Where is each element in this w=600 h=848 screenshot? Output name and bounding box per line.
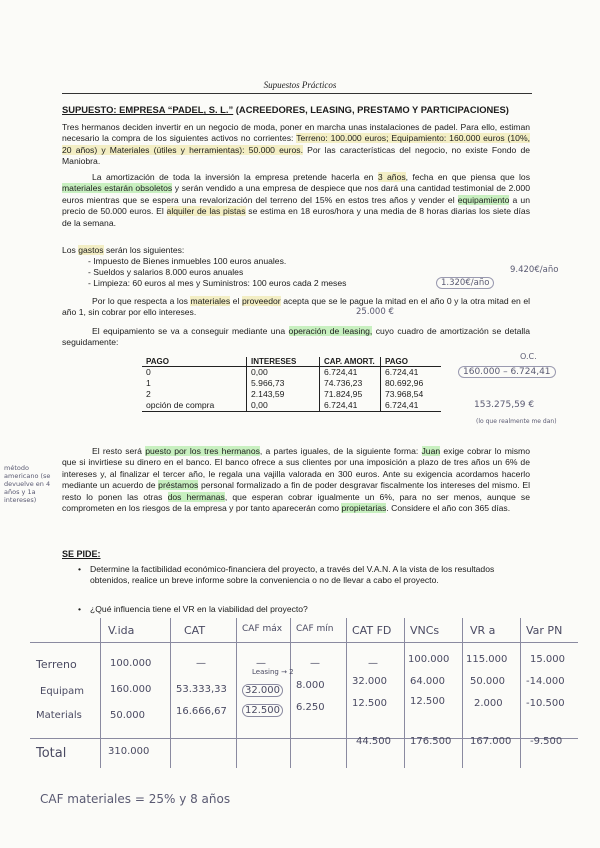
p5-loans-highlight: préstamos (158, 480, 199, 491)
p2-text-g: a un precio de 50.000 euros. El (62, 194, 530, 217)
table-cell: 50.000 (470, 676, 505, 687)
table-cell: 6.724,41 (320, 400, 381, 412)
table-cell: — (256, 658, 266, 669)
table-cell: — (368, 658, 378, 669)
col-header: CAF máx (242, 624, 283, 634)
question-item (78, 564, 530, 586)
table-cell: 160.000 (110, 684, 152, 695)
p1-text-a: Tres hermanos deciden invertir en un negocio de moda, poner en marcha unas instalaciones de padel. Para ello, estiman necesario la compra de los siguientes activos no corrientes: (62, 122, 530, 144)
table-cell: 6.724,41 (381, 367, 442, 379)
table-row (142, 389, 441, 400)
col-header: CAT FD (352, 624, 392, 637)
handwritten-table (30, 618, 578, 768)
p3-text-e: acepta que se le pague la mitad en el año 0 y la otra mitad en el año 1, sin cobrar por ello intereses. (62, 296, 531, 318)
table-cell: 12.500 (242, 704, 283, 717)
table-cell: 12.500 (410, 696, 445, 707)
table-cell: 167.000 (470, 736, 512, 747)
table-cell: opción de compra (142, 400, 247, 412)
page-header: Supuestos Prácticos (263, 80, 337, 90)
grid-line (346, 618, 347, 768)
p1-text-c: Por las características del negocio, no existe Fondo de Maniobra. (62, 144, 531, 167)
case-title-main: SUPUESTO: EMPRESA “PADEL, S. L.” (62, 104, 234, 115)
row-label: Materials (36, 710, 82, 721)
p4-text-a: El equipamiento se va a conseguir mediante una (92, 326, 289, 336)
gastos-item: - Impuesto de Bienes inmuebles 100 euros anuales. (88, 256, 346, 267)
table-cell: 32.000 (352, 676, 387, 687)
question-item (78, 604, 530, 615)
p2-text-e: y serán vendido a una empresa de despiece que nos dará una cantidad testimonial de 2.000 euros mientras que se espera una revalorización del terreno del 15% en estos tres años y vender el (62, 183, 530, 205)
table-cell: 73.968,54 (381, 389, 442, 400)
col-header: VR a (470, 624, 496, 637)
row-label: Total (36, 746, 67, 761)
p3-text-a: Por lo que respecta a los (92, 296, 191, 306)
table-cell: 115.000 (466, 654, 508, 665)
row-label: Equipam (40, 686, 84, 697)
table-cell: 15.000 (530, 654, 565, 665)
table-cell: 8.000 (296, 680, 325, 691)
note-metodo: método americano (se devuelve en 4 años y 1a intereses) (4, 464, 51, 504)
gastos-highlight: gastos (78, 245, 104, 255)
table-cell: 6.724,41 (320, 367, 381, 379)
table-row (142, 378, 441, 389)
p3-supplier-highlight: proveedor (241, 296, 281, 306)
gastos-intro (62, 245, 530, 256)
table-row (142, 367, 441, 379)
grid-line (520, 618, 521, 768)
p5-text-i: , que esperan cobrar igualmente un 6%, para no ser menos, aunque se comprometen en los riesgos de la empresa y por tanto aparecerán como (62, 491, 530, 514)
table-cell: 100.000 (408, 654, 450, 665)
grid-line (30, 642, 578, 643)
note-comment: (lo que realmente me dan) (476, 418, 557, 425)
paragraph-financing (62, 446, 530, 514)
table-cell: 74.736,23 (320, 378, 381, 389)
table-cell: 176.500 (410, 736, 452, 747)
table-cell: 64.000 (410, 676, 445, 687)
table-row (142, 400, 441, 412)
note-result: 153.275,59 € (474, 400, 535, 410)
leasing-table (142, 357, 441, 412)
handwritten-footnote: CAF materiales = 25% y 8 años (40, 792, 231, 806)
table-cell: 44.500 (356, 736, 391, 747)
gastos-list (88, 256, 346, 290)
question-text: Determine la factibilidad económico-financiera del proyecto, a través del V.A.N. A la vista de los resultados obtenidos, realice un breve informe sobre la conveniencia o no de llevar a cabo el proyecto. (90, 564, 495, 585)
p5-juan-highlight: Juan (421, 446, 441, 456)
table-cell: — (196, 658, 206, 669)
grid-line (236, 618, 237, 768)
row-label: Terreno (36, 658, 77, 671)
header-rule (62, 93, 532, 94)
note-oc: O.C. (520, 352, 537, 361)
p5-text-c: , a partes iguales, de la siguiente forma: (259, 446, 422, 456)
p3-materials-highlight: materiales (190, 296, 231, 306)
p5-owners-highlight: propietarias (341, 503, 387, 514)
grid-line (100, 618, 101, 768)
question-text: ¿Qué influencia tiene el VR en la viabilidad del proyecto? (90, 604, 308, 614)
table-cell: 0,00 (247, 367, 320, 379)
table-cell: 12.500 (352, 698, 387, 709)
table-cell: 71.824,95 (320, 389, 381, 400)
p5-text-g: personal formalizado a fin de poder desgravar fiscalmente los intereses del mismo. El resto lo ponen las otras (62, 480, 530, 502)
table-cell: 80.692,96 (381, 378, 442, 389)
p2-equipment-highlight: equipamiento (457, 194, 510, 205)
p5-text-a: El resto será (92, 446, 146, 456)
gastos-text-c: serán los siguientes: (103, 245, 185, 255)
paragraph-supplier (62, 296, 530, 319)
col-header: CAT (184, 624, 206, 637)
p4-text-c: cuyo cuadro de amortización se detalla seguidamente: (62, 326, 530, 348)
leasing-table-header (142, 357, 441, 367)
p5-brothers-highlight: puesto por los tres hermanos (145, 446, 260, 456)
p2-text-c: , fecha en que piensa que los (405, 172, 531, 182)
p3-text-c: el (230, 296, 242, 306)
table-cell: 2.000 (474, 698, 503, 709)
grid-line (290, 618, 291, 768)
note-calc: 160.000 – 6.724,41 (458, 366, 556, 378)
table-cell: 16.666,67 (176, 706, 227, 717)
se-pide-heading: SE PIDE: (62, 549, 101, 559)
p5-text-e: exige cobrar lo mismo que si invirtiese su dinero en el banco. El banco ofrece a sus clientes por una imposición a plazo de tres años un 6% de intereses y, al finalizar el tercer año, le regala una vajilla valorada en 300 euros. Ante su exigencia acordamos hacerlo mediante un acuerdo de (62, 446, 530, 491)
col-header: VNCs (410, 624, 440, 637)
table-cell: 32.000 (242, 684, 283, 697)
col-header: V.ida (108, 624, 135, 637)
gastos-text-a: Los (62, 245, 79, 255)
table-cell: -9.500 (530, 736, 563, 747)
supplier-note: 25.000 € (356, 307, 394, 317)
circle-note: Leasing → 2 (252, 668, 294, 676)
case-title-sub: (ACREEDORES, LEASING, PRESTAMO Y PARTICIPACIONES) (233, 104, 509, 115)
table-cell: 5.966,73 (247, 378, 320, 389)
paragraph-leasing (62, 326, 530, 349)
table-cell: 53.333,33 (176, 684, 227, 695)
table-cell: — (310, 658, 320, 669)
p2-rental-highlight: alquiler de las pistas (166, 206, 246, 217)
gastos-item: - Sueldos y salarios 8.000 euros anuales (88, 267, 346, 278)
col-header: CAF mín (296, 624, 334, 634)
grid-line (462, 618, 463, 768)
table-cell: 310.000 (108, 746, 150, 757)
p2-text-i: se estima en 18 euros/hora y una media de 8 horas diarias los siete días de la semana. (62, 206, 530, 228)
case-title (62, 104, 509, 115)
table-cell: 6.250 (296, 702, 325, 713)
bullet-icon: • (78, 564, 82, 574)
paragraph-amortization (62, 172, 530, 229)
p2-materials-highlight: materiales estarán obsoletos (62, 183, 173, 194)
table-cell: 1 (146, 378, 151, 388)
grid-line (170, 618, 171, 768)
gastos-note-annual: 1.320€/año (436, 277, 494, 289)
bullet-icon: • (78, 604, 82, 614)
col-pago: PAGO (142, 357, 247, 367)
gastos-item: - Limpieza: 60 euros al mes y Suministros: 100 euros cada 2 meses (88, 278, 346, 289)
p5-sisters-highlight: dos hermanas (167, 491, 225, 502)
p5-text-k: . Considere el año con 365 días. (386, 503, 511, 514)
gastos-note-total: 9.420€/año (510, 265, 559, 275)
col-pago-total: PAGO (381, 357, 442, 367)
table-cell: -10.500 (526, 698, 565, 709)
col-intereses: INTERESES (247, 357, 320, 367)
paragraph-investment (62, 122, 530, 168)
table-cell: 0,00 (247, 400, 320, 412)
table-cell: -14.000 (526, 676, 565, 687)
grid-line (404, 618, 405, 768)
p4-leasing-highlight: operación de leasing, (288, 326, 373, 336)
col-cap-amort: CAP. AMORT. (320, 357, 381, 367)
p2-text-a: La amortización de toda la inversión la empresa pretende hacerla en (92, 172, 378, 182)
table-cell: 50.000 (110, 710, 145, 721)
table-cell: 2 (146, 389, 151, 399)
p2-years-highlight: 3 años (377, 172, 406, 182)
table-cell: 6.724,41 (381, 400, 442, 412)
table-cell: 0 (146, 367, 151, 377)
table-cell: 100.000 (110, 658, 152, 669)
table-cell: 2.143,59 (247, 389, 320, 400)
p1-assets-highlight: Terreno: 100.000 euros; Equipamiento: 160.000 euros (10%, 20 años) y Materiales (útiles y herramientas): 50.000 euros. (62, 133, 530, 155)
col-header: Var PN (526, 624, 563, 637)
